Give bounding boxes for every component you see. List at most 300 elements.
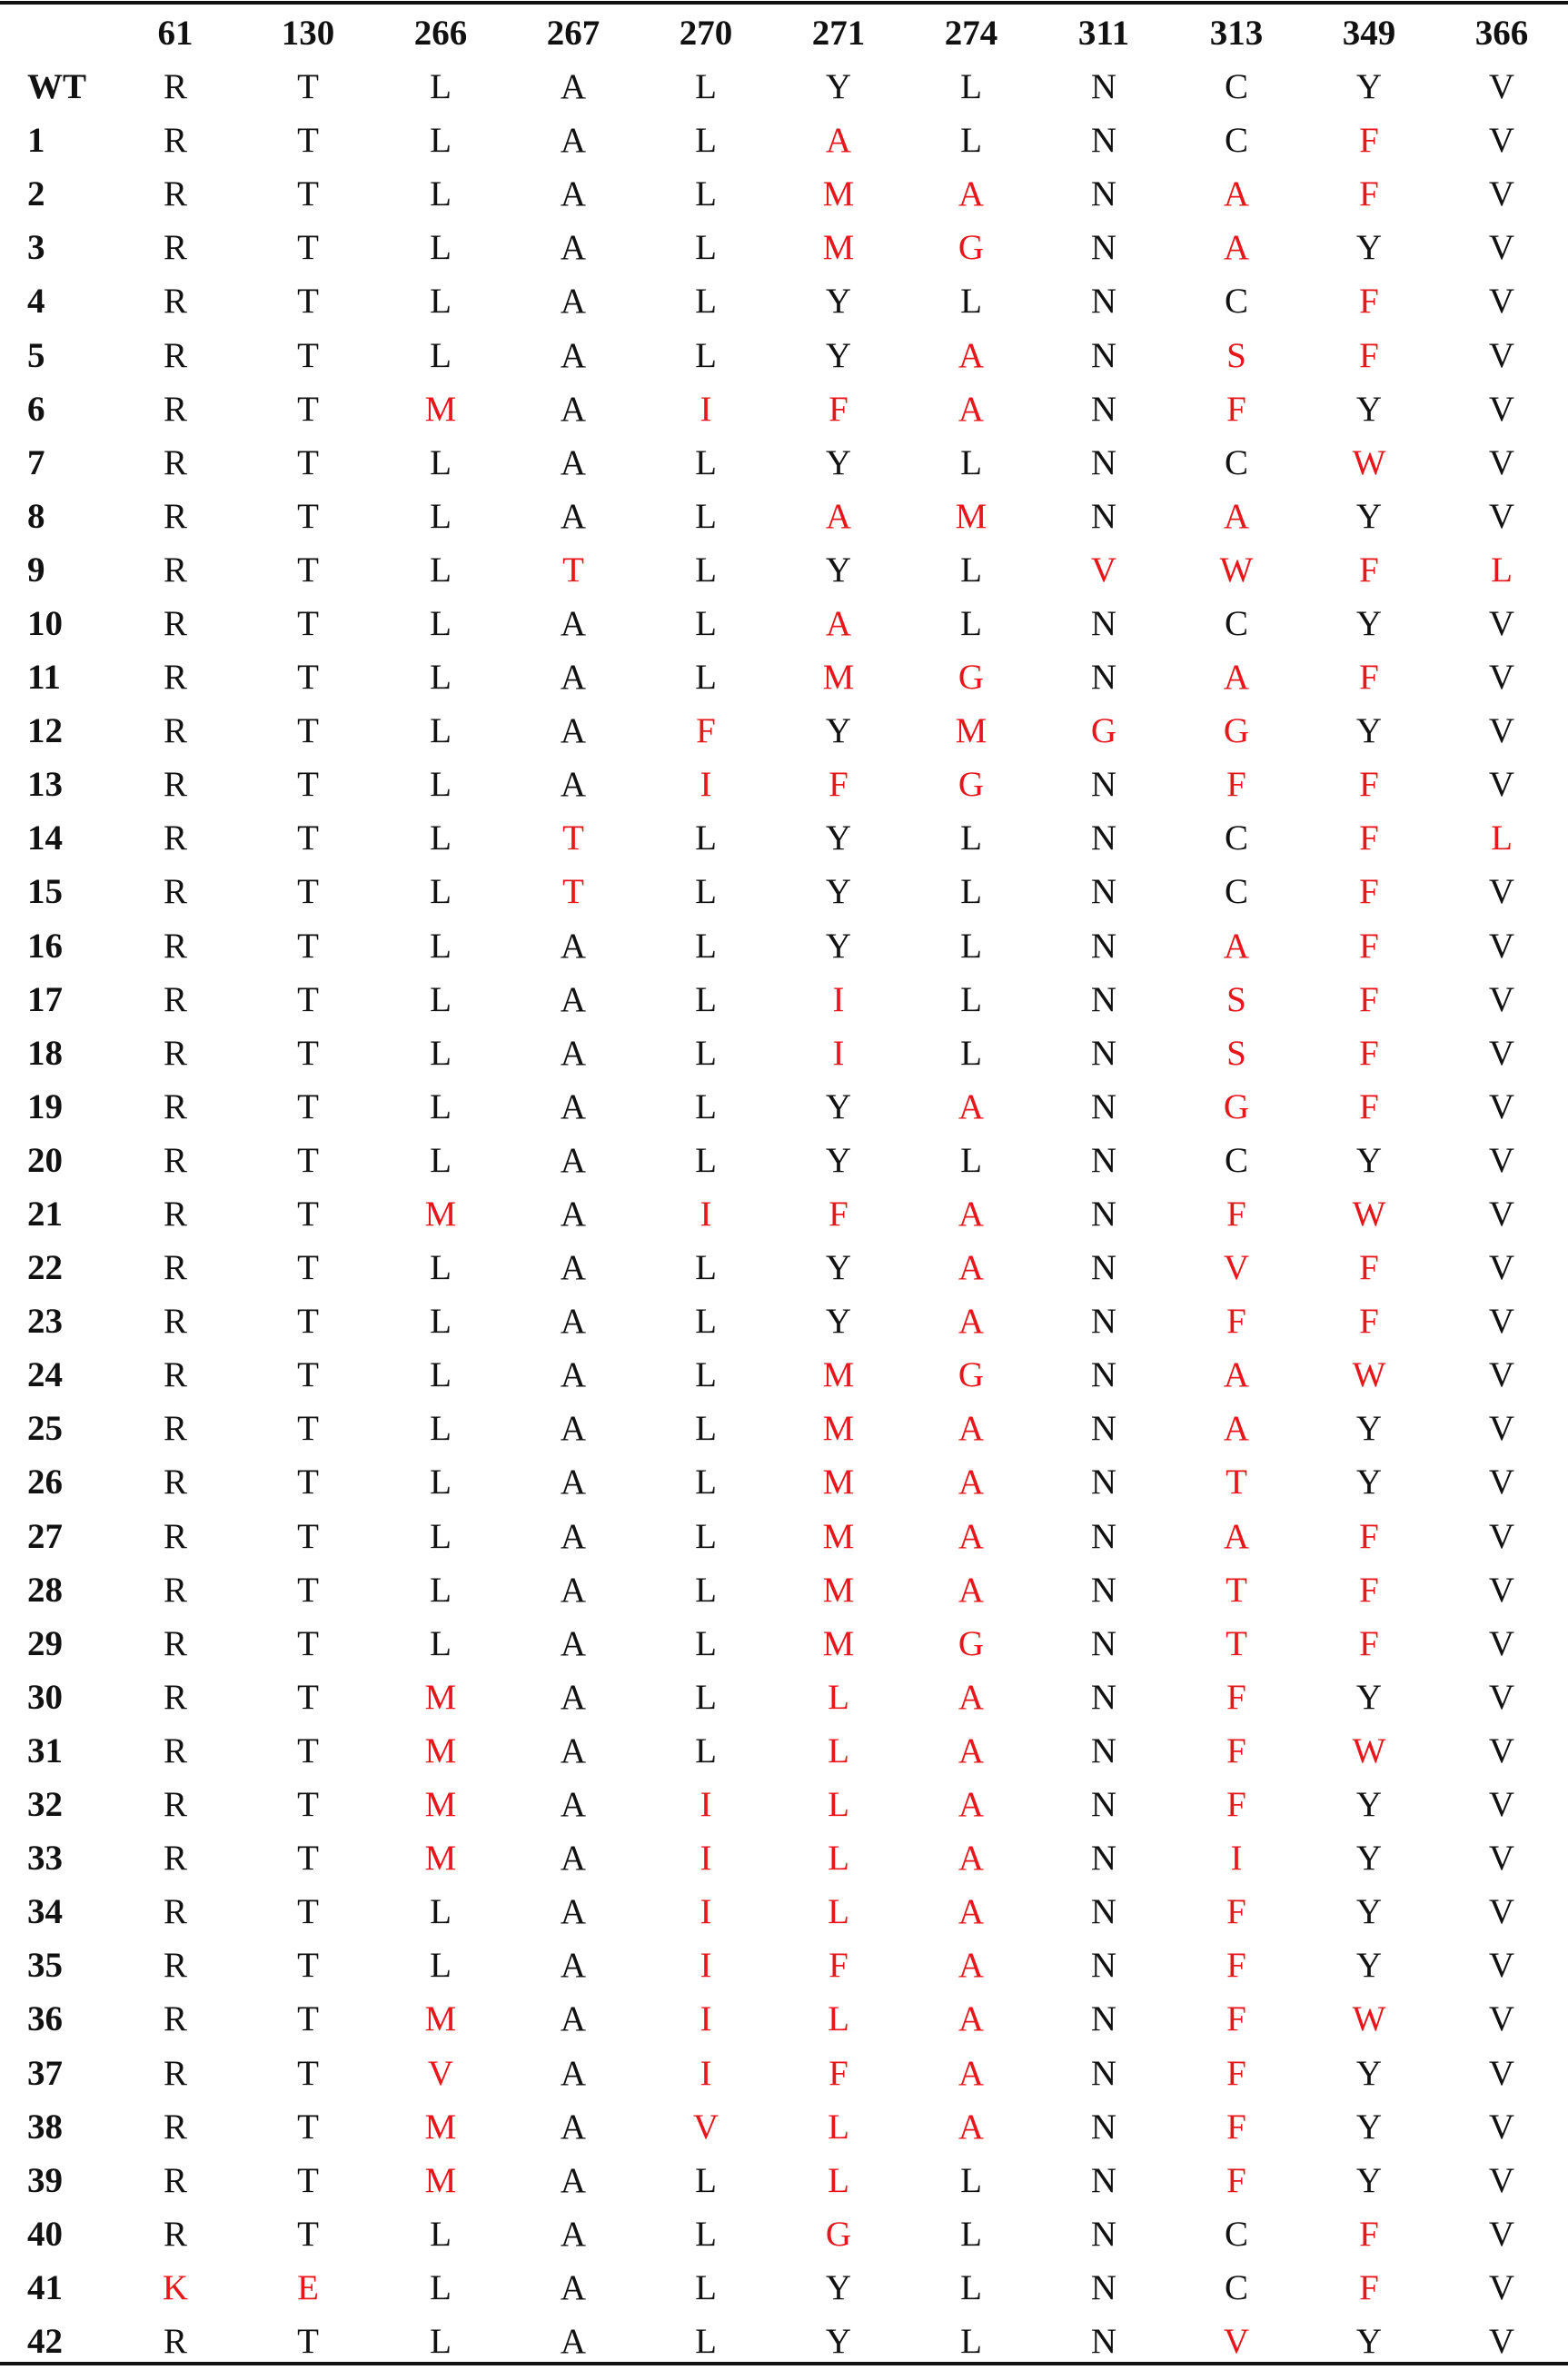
mutated-residue-cell: G (958, 228, 985, 268)
mutated-residue-cell: K (162, 2267, 189, 2307)
residue-cell: N (1090, 2160, 1117, 2200)
residue-cell: L (960, 2160, 982, 2200)
residue-cell: Y (1355, 1463, 1383, 1502)
residue-cell: A (560, 1570, 587, 1610)
mutated-residue-cell: W (1352, 1195, 1386, 1235)
mutated-residue-cell: T (1226, 1623, 1247, 1663)
residue-cell: L (695, 2267, 717, 2307)
mutated-residue-cell: A (958, 2053, 985, 2093)
residue-cell: L (695, 2214, 717, 2254)
mutated-residue-cell: A (958, 1946, 985, 1986)
residue-cell: A (560, 603, 587, 643)
mutated-residue-cell: F (829, 1195, 849, 1235)
residue-cell: T (297, 1302, 319, 1342)
residue-cell: R (163, 335, 187, 375)
mutated-residue-cell: F (1226, 1785, 1246, 1825)
residue-cell: L (430, 1570, 452, 1610)
table-row (0, 328, 1568, 382)
table-row (0, 1241, 1568, 1294)
residue-cell: A (560, 2053, 587, 2093)
mutated-residue-cell: I (700, 1999, 712, 2039)
table-row (0, 1671, 1568, 1724)
residue-cell: V (1488, 1677, 1515, 1717)
table-row (0, 114, 1568, 167)
mutated-residue-cell: M (424, 1730, 457, 1770)
residue-cell: N (1090, 496, 1117, 536)
residue-cell: V (1488, 658, 1515, 698)
variant-label: 11 (27, 658, 61, 698)
residue-cell: R (163, 2321, 187, 2361)
residue-cell: L (695, 1463, 717, 1502)
residue-cell: V (1488, 1463, 1515, 1502)
mutated-residue-cell: A (958, 174, 985, 214)
mutated-residue-cell: M (424, 1677, 457, 1717)
residue-cell: T (297, 550, 319, 590)
variant-label: 24 (27, 1355, 63, 1395)
residue-cell: N (1090, 926, 1117, 966)
residue-cell: N (1090, 1946, 1117, 1986)
residue-cell: A (560, 1302, 587, 1342)
residue-cell: L (695, 818, 717, 858)
mutated-residue-cell: A (958, 1839, 985, 1879)
variant-label: 39 (27, 2160, 63, 2200)
residue-cell: N (1090, 1086, 1117, 1126)
residue-cell: A (560, 1409, 587, 1449)
residue-cell: V (1488, 2107, 1515, 2147)
residue-cell: R (163, 818, 187, 858)
table-row (0, 1026, 1568, 1080)
residue-cell: T (297, 1248, 319, 1288)
residue-cell: Y (825, 872, 852, 912)
residue-cell: A (560, 1516, 587, 1556)
residue-cell: R (163, 872, 187, 912)
mutated-residue-cell: A (1223, 1355, 1250, 1395)
residue-cell: L (695, 872, 717, 912)
residue-cell: L (695, 1302, 717, 1342)
variant-label: 38 (27, 2107, 63, 2147)
residue-cell: L (430, 228, 452, 268)
residue-cell: T (297, 1463, 319, 1502)
residue-cell: T (297, 228, 319, 268)
residue-cell: N (1090, 1516, 1117, 1556)
residue-cell: L (695, 1677, 717, 1717)
residue-cell: R (163, 1570, 187, 1610)
residue-cell: A (560, 1730, 587, 1770)
mutated-residue-cell: F (1359, 1086, 1379, 1126)
variant-label: 4 (27, 282, 45, 322)
position-header: 271 (811, 13, 866, 53)
residue-cell: N (1090, 658, 1117, 698)
mutated-residue-cell: L (828, 1677, 849, 1717)
mutated-residue-cell: A (1223, 658, 1250, 698)
residue-cell: A (560, 1785, 587, 1825)
residue-cell: R (163, 926, 187, 966)
variant-label: 20 (27, 1140, 63, 1180)
residue-cell: N (1090, 2321, 1117, 2361)
position-header: 61 (157, 13, 194, 53)
residue-cell: A (560, 67, 587, 107)
residue-cell: L (695, 282, 717, 322)
residue-cell: R (163, 228, 187, 268)
mutated-residue-cell: A (958, 1463, 985, 1502)
mutated-residue-cell: S (1226, 979, 1246, 1019)
mutated-residue-cell: F (1226, 2160, 1246, 2200)
table-row (0, 758, 1568, 811)
variant-label: 29 (27, 1623, 63, 1663)
residue-cell: V (1488, 335, 1515, 375)
table-row (0, 2100, 1568, 2154)
residue-cell: A (560, 658, 587, 698)
residue-cell: N (1090, 1785, 1117, 1825)
residue-cell: N (1090, 979, 1117, 1019)
mutated-residue-cell: G (958, 658, 985, 698)
residue-cell: L (960, 442, 982, 482)
mutated-residue-cell: T (1226, 1570, 1247, 1610)
residue-cell: A (560, 979, 587, 1019)
table-row (0, 919, 1568, 973)
variant-label: 6 (27, 389, 45, 429)
residue-cell: C (1224, 282, 1248, 322)
table-body (0, 60, 1568, 2368)
residue-cell: R (163, 2107, 187, 2147)
residue-cell: V (1488, 1785, 1515, 1825)
mutated-residue-cell: L (828, 2160, 849, 2200)
mutated-residue-cell: L (828, 1785, 849, 1825)
mutated-residue-cell: F (1359, 979, 1379, 1019)
residue-cell: C (1224, 67, 1248, 107)
residue-cell: N (1090, 1892, 1117, 1932)
residue-cell: Y (825, 282, 852, 322)
residue-cell: A (560, 1892, 587, 1932)
mutated-residue-cell: G (1223, 1086, 1250, 1126)
residue-cell: L (430, 818, 452, 858)
residue-cell: N (1090, 1677, 1117, 1717)
position-header: 130 (281, 13, 335, 53)
residue-cell: R (163, 2160, 187, 2200)
residue-cell: V (1488, 1140, 1515, 1180)
residue-cell: Y (1355, 711, 1383, 751)
mutated-residue-cell: A (958, 1999, 985, 2039)
table-row (0, 1455, 1568, 1509)
residue-cell: L (695, 335, 717, 375)
residue-cell: N (1090, 1248, 1117, 1288)
residue-cell: Y (1355, 1785, 1383, 1825)
residue-cell: T (297, 335, 319, 375)
residue-cell: A (560, 174, 587, 214)
residue-cell: N (1090, 282, 1117, 322)
mutated-residue-cell: A (958, 1892, 985, 1932)
residue-cell: T (297, 67, 319, 107)
residue-cell: T (297, 121, 319, 161)
residue-cell: T (297, 926, 319, 966)
mutated-residue-cell: A (958, 1516, 985, 1556)
table-row (0, 382, 1568, 436)
table-row (0, 973, 1568, 1026)
variant-label: 37 (27, 2053, 63, 2093)
residue-cell: A (560, 1839, 587, 1879)
residue-cell: Y (825, 1140, 852, 1180)
table-row (0, 1831, 1568, 1885)
residue-cell: Y (825, 1248, 852, 1288)
mutated-residue-cell: M (822, 1516, 855, 1556)
table-row (0, 274, 1568, 328)
mutated-residue-cell: W (1219, 550, 1254, 590)
variant-label: 35 (27, 1946, 63, 1986)
residue-cell: L (430, 442, 452, 482)
mutated-residue-cell: G (958, 1355, 985, 1395)
residue-cell: L (430, 1355, 452, 1395)
residue-cell: R (163, 389, 187, 429)
residue-cell: L (695, 1570, 717, 1610)
residue-cell: V (1488, 1195, 1515, 1235)
residue-cell: N (1090, 1302, 1117, 1342)
residue-cell: T (297, 2107, 319, 2147)
residue-cell: A (560, 926, 587, 966)
residue-cell: Y (1355, 1892, 1383, 1932)
residue-cell: L (430, 603, 452, 643)
mutated-residue-cell: A (958, 1677, 985, 1717)
residue-cell: A (560, 282, 587, 322)
variant-label: 1 (27, 121, 45, 161)
mutated-residue-cell: G (958, 765, 985, 805)
variant-label: 16 (27, 926, 63, 966)
residue-cell: R (163, 1946, 187, 1986)
residue-cell: L (695, 496, 717, 536)
mutated-residue-cell: L (828, 2107, 849, 2147)
mutated-residue-cell: I (700, 765, 712, 805)
mutated-residue-cell: M (424, 389, 457, 429)
variant-label: 22 (27, 1248, 63, 1288)
residue-cell: N (1090, 228, 1117, 268)
residue-cell: C (1224, 121, 1248, 161)
position-header: 349 (1342, 13, 1396, 53)
mutated-residue-cell: A (1223, 926, 1250, 966)
mutated-residue-cell: I (700, 1195, 712, 1235)
residue-cell: T (297, 1033, 319, 1073)
variant-label: 33 (27, 1839, 63, 1879)
residue-cell: Y (825, 2321, 852, 2361)
residue-cell: R (163, 658, 187, 698)
residue-cell: L (695, 603, 717, 643)
residue-cell: R (163, 1730, 187, 1770)
residue-cell: T (297, 1999, 319, 2039)
residue-cell: R (163, 442, 187, 482)
table-row (0, 1510, 1568, 1563)
residue-cell: T (297, 1785, 319, 1825)
mutated-residue-cell: I (700, 2053, 712, 2093)
residue-cell: T (297, 1730, 319, 1770)
mutated-residue-cell: T (1226, 1463, 1247, 1502)
variant-label: 15 (27, 872, 63, 912)
table-row (0, 1617, 1568, 1671)
residue-cell: N (1090, 1409, 1117, 1449)
table-row (0, 1402, 1568, 1455)
residue-cell: V (1488, 1839, 1515, 1879)
mutated-residue-cell: F (1359, 282, 1379, 322)
residue-cell: R (163, 2053, 187, 2093)
variant-label: 40 (27, 2214, 63, 2254)
residue-cell: L (430, 872, 452, 912)
residue-cell: R (163, 1302, 187, 1342)
mutated-residue-cell: F (1226, 1946, 1246, 1986)
residue-cell: T (297, 711, 319, 751)
residue-cell: Y (1355, 1140, 1383, 1180)
mutated-residue-cell: F (1359, 121, 1379, 161)
residue-cell: L (430, 658, 452, 698)
mutated-residue-cell: L (828, 1892, 849, 1932)
residue-cell: V (1488, 1409, 1515, 1449)
mutated-residue-cell: F (1359, 550, 1379, 590)
residue-cell: N (1090, 1033, 1117, 1073)
mutated-residue-cell: T (562, 872, 584, 912)
mutated-residue-cell: M (424, 1839, 457, 1879)
residue-cell: L (430, 765, 452, 805)
residue-cell: C (1224, 603, 1248, 643)
table-row (0, 1134, 1568, 1187)
residue-cell: R (163, 711, 187, 751)
residue-cell: R (163, 1892, 187, 1932)
residue-cell: L (695, 1248, 717, 1288)
residue-cell: Y (1355, 1677, 1383, 1717)
residue-cell: A (560, 2107, 587, 2147)
residue-cell: L (430, 926, 452, 966)
residue-cell: L (695, 1355, 717, 1395)
variant-label: 30 (27, 1677, 63, 1717)
residue-cell: V (1488, 2321, 1515, 2361)
residue-cell: L (430, 1302, 452, 1342)
mutated-residue-cell: A (1223, 228, 1250, 268)
variant-label: 18 (27, 1033, 63, 1073)
residue-cell: V (1488, 1355, 1515, 1395)
residue-cell: A (560, 1677, 587, 1717)
residue-cell: N (1090, 1623, 1117, 1663)
mutation-table (0, 5, 1568, 2368)
residue-cell: Y (825, 926, 852, 966)
residue-cell: Y (1355, 496, 1383, 536)
residue-cell: L (695, 1140, 717, 1180)
mutated-residue-cell: E (297, 2267, 319, 2307)
residue-cell: L (430, 174, 452, 214)
mutated-residue-cell: I (700, 1839, 712, 1879)
residue-cell: A (560, 1086, 587, 1126)
mutated-residue-cell: M (424, 1999, 457, 2039)
residue-cell: L (430, 121, 452, 161)
residue-cell: T (297, 1086, 319, 1126)
residue-cell: V (1488, 1730, 1515, 1770)
mutated-residue-cell: F (829, 765, 849, 805)
residue-cell: L (430, 1892, 452, 1932)
mutated-residue-cell: F (1359, 765, 1379, 805)
residue-cell: R (163, 174, 187, 214)
mutated-residue-cell: A (958, 1248, 985, 1288)
residue-cell: L (695, 228, 717, 268)
position-header: 274 (944, 13, 998, 53)
mutated-residue-cell: M (822, 228, 855, 268)
residue-cell: N (1090, 1140, 1117, 1180)
residue-cell: L (960, 1033, 982, 1073)
mutated-residue-cell: L (828, 1730, 849, 1770)
residue-cell: L (430, 1086, 452, 1126)
residue-cell: V (1488, 1033, 1515, 1073)
residue-cell: Y (825, 335, 852, 375)
residue-cell: Y (1355, 2053, 1383, 2093)
residue-cell: N (1090, 1570, 1117, 1610)
residue-cell: Y (825, 442, 852, 482)
residue-cell: T (297, 872, 319, 912)
mutated-residue-cell: M (424, 1785, 457, 1825)
residue-cell: R (163, 496, 187, 536)
mutated-residue-cell: A (958, 335, 985, 375)
mutated-residue-cell: I (700, 389, 712, 429)
mutated-residue-cell: A (1223, 496, 1250, 536)
residue-cell: L (430, 1463, 452, 1502)
residue-cell: L (430, 67, 452, 107)
table-row (0, 60, 1568, 114)
table-row (0, 865, 1568, 918)
residue-cell: V (1488, 2214, 1515, 2254)
residue-cell: L (960, 2321, 982, 2361)
residue-cell: R (163, 1355, 187, 1395)
mutated-residue-cell: M (822, 1570, 855, 1610)
mutated-residue-cell: V (427, 2053, 454, 2093)
mutated-residue-cell: S (1226, 1033, 1246, 1073)
residue-cell: Y (1355, 603, 1383, 643)
mutated-residue-cell: L (1491, 818, 1513, 858)
mutated-residue-cell: M (822, 1355, 855, 1395)
residue-cell: L (430, 1516, 452, 1556)
mutated-residue-cell: A (958, 1570, 985, 1610)
mutated-residue-cell: M (424, 2107, 457, 2147)
position-header: 267 (546, 13, 600, 53)
residue-cell: L (960, 818, 982, 858)
table-row (0, 543, 1568, 597)
residue-cell: V (1488, 228, 1515, 268)
residue-cell: T (297, 1516, 319, 1556)
variant-label: 21 (27, 1195, 63, 1235)
residue-cell: L (430, 496, 452, 536)
mutated-residue-cell: F (1359, 1033, 1379, 1073)
mutated-residue-cell: F (1226, 389, 1246, 429)
variant-label: 2 (27, 174, 45, 214)
position-header: 270 (679, 13, 733, 53)
residue-cell: R (163, 121, 187, 161)
residue-cell: L (960, 550, 982, 590)
residue-cell: V (1488, 1302, 1515, 1342)
residue-cell: A (560, 2214, 587, 2254)
mutated-residue-cell: A (1223, 174, 1250, 214)
mutated-residue-cell: M (955, 496, 987, 536)
residue-cell: A (560, 765, 587, 805)
mutated-residue-cell: F (1226, 1892, 1246, 1932)
variant-label: 17 (27, 979, 63, 1019)
residue-cell: L (430, 1033, 452, 1073)
mutated-residue-cell: F (1359, 818, 1379, 858)
residue-cell: T (297, 1570, 319, 1610)
residue-cell: Y (825, 1302, 852, 1342)
mutated-residue-cell: F (1359, 658, 1379, 698)
residue-cell: T (297, 1892, 319, 1932)
residue-cell: R (163, 1140, 187, 1180)
residue-cell: V (1488, 872, 1515, 912)
mutated-residue-cell: F (1359, 926, 1379, 966)
table-row (0, 1294, 1568, 1348)
residue-cell: N (1090, 121, 1117, 161)
residue-cell: V (1488, 1516, 1515, 1556)
residue-cell: L (695, 1516, 717, 1556)
residue-cell: N (1090, 872, 1117, 912)
mutated-residue-cell: G (1223, 711, 1250, 751)
residue-cell: V (1488, 174, 1515, 214)
